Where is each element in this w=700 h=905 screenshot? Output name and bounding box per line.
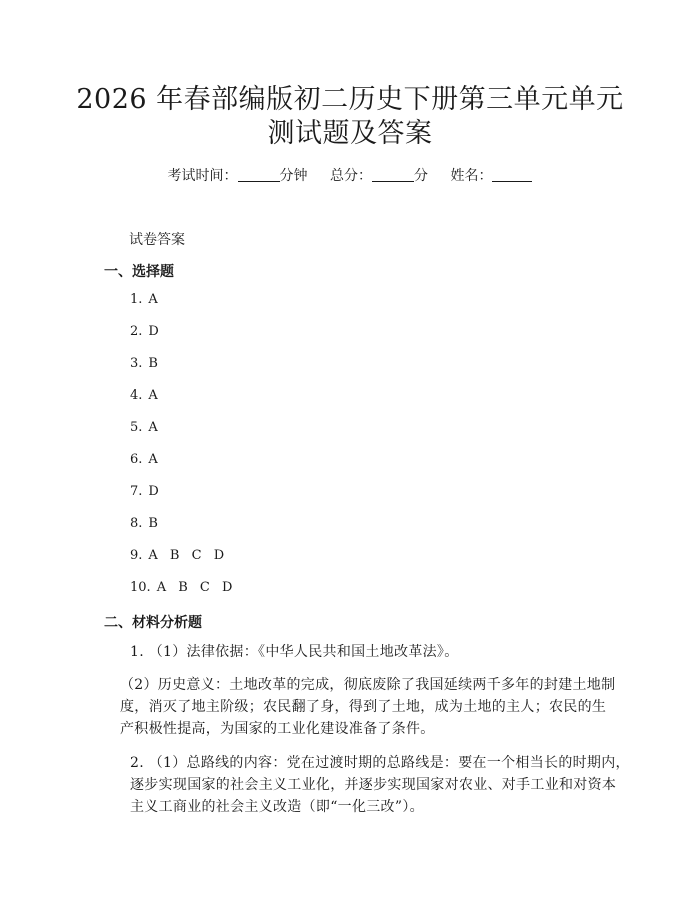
mc-answer-item [130,452,236,484]
analysis-answer-1-part-2: （2）历史意义：土地改革的完成，彻底废除了我国延续两千多年的封建土地制度，消灭了地主阶级；农民翻了身，得到了土地，成为土地的主人；农民的生产积极性提高，为国家的工业化建设准备了条件。 [120,677,616,737]
exam-meta [0,166,700,186]
mc-answer-item [130,420,236,452]
mc-answer-number: 3. [130,356,143,371]
total-score-blank [372,167,414,182]
mc-answer-item [130,516,236,548]
exam-time-label: 考试时间： [167,168,238,184]
exam-time-unit: 分钟 [279,168,308,184]
mc-answer-value: D [148,324,163,339]
mc-answer-number: 2. [130,324,143,339]
mc-answer-value: A [148,452,162,467]
student-name-blank [492,167,532,182]
mc-answer-item [130,388,236,420]
mc-answer-value: A [148,388,162,403]
mc-answer-number: 4. [130,388,143,403]
mc-answer-item [130,484,236,516]
analysis-answer-2-part-1: 2. （1）总路线的内容：党在过渡时期的总路线是：要在一个相当长的时期内，逐步实现国家的社会主义工业化，并逐步实现国家对农业、对手工业和对资本主义工商业的社会主义改造（即“一化三改”）。 [130,755,630,815]
mc-answer-number: 7. [130,484,143,499]
page-title-line-2: 测试题及答案 [267,118,433,149]
mc-answer-item [130,324,236,356]
total-score-unit: 分 [414,168,428,184]
mc-answer-item [130,548,236,580]
page-title-line-1: 2026 年春部编版初二历史下册第三单元单元 [76,84,624,115]
multiple-choice-answer-list [130,292,236,612]
mc-answer-value: D [148,484,163,499]
exam-time [168,168,312,184]
mc-answer-item [130,292,236,324]
answers-title: 试卷答案 [129,232,185,248]
mc-answer-number: 10. [130,580,151,595]
mc-answer-item [130,580,236,612]
mc-answer-value: A [148,292,162,307]
analysis-answer-1-part-1: 1. （1）法律依据：《中华人民共和国土地改革法》。 [130,644,459,660]
mc-answer-value: A B C D [156,580,237,595]
mc-answer-item [130,356,236,388]
exam-time-blank [238,167,280,182]
student-name [450,168,532,184]
mc-answer-number: 1. [130,292,143,307]
total-score [330,168,432,184]
student-name-label: 姓名： [450,168,493,184]
section-heading-multiple-choice: 一、选择题 [104,264,174,280]
total-score-label: 总分： [330,168,372,184]
mc-answer-value: A [148,420,162,435]
mc-answer-value: A B C D [148,548,229,563]
mc-answer-number: 6. [130,452,143,467]
mc-answer-value: B [148,516,162,531]
mc-answer-number: 8. [130,516,143,531]
mc-answer-value: B [148,356,162,371]
mc-answer-number: 9. [130,548,143,563]
mc-answer-number: 5. [130,420,143,435]
section-heading-material-analysis: 二、材料分析题 [104,615,202,631]
